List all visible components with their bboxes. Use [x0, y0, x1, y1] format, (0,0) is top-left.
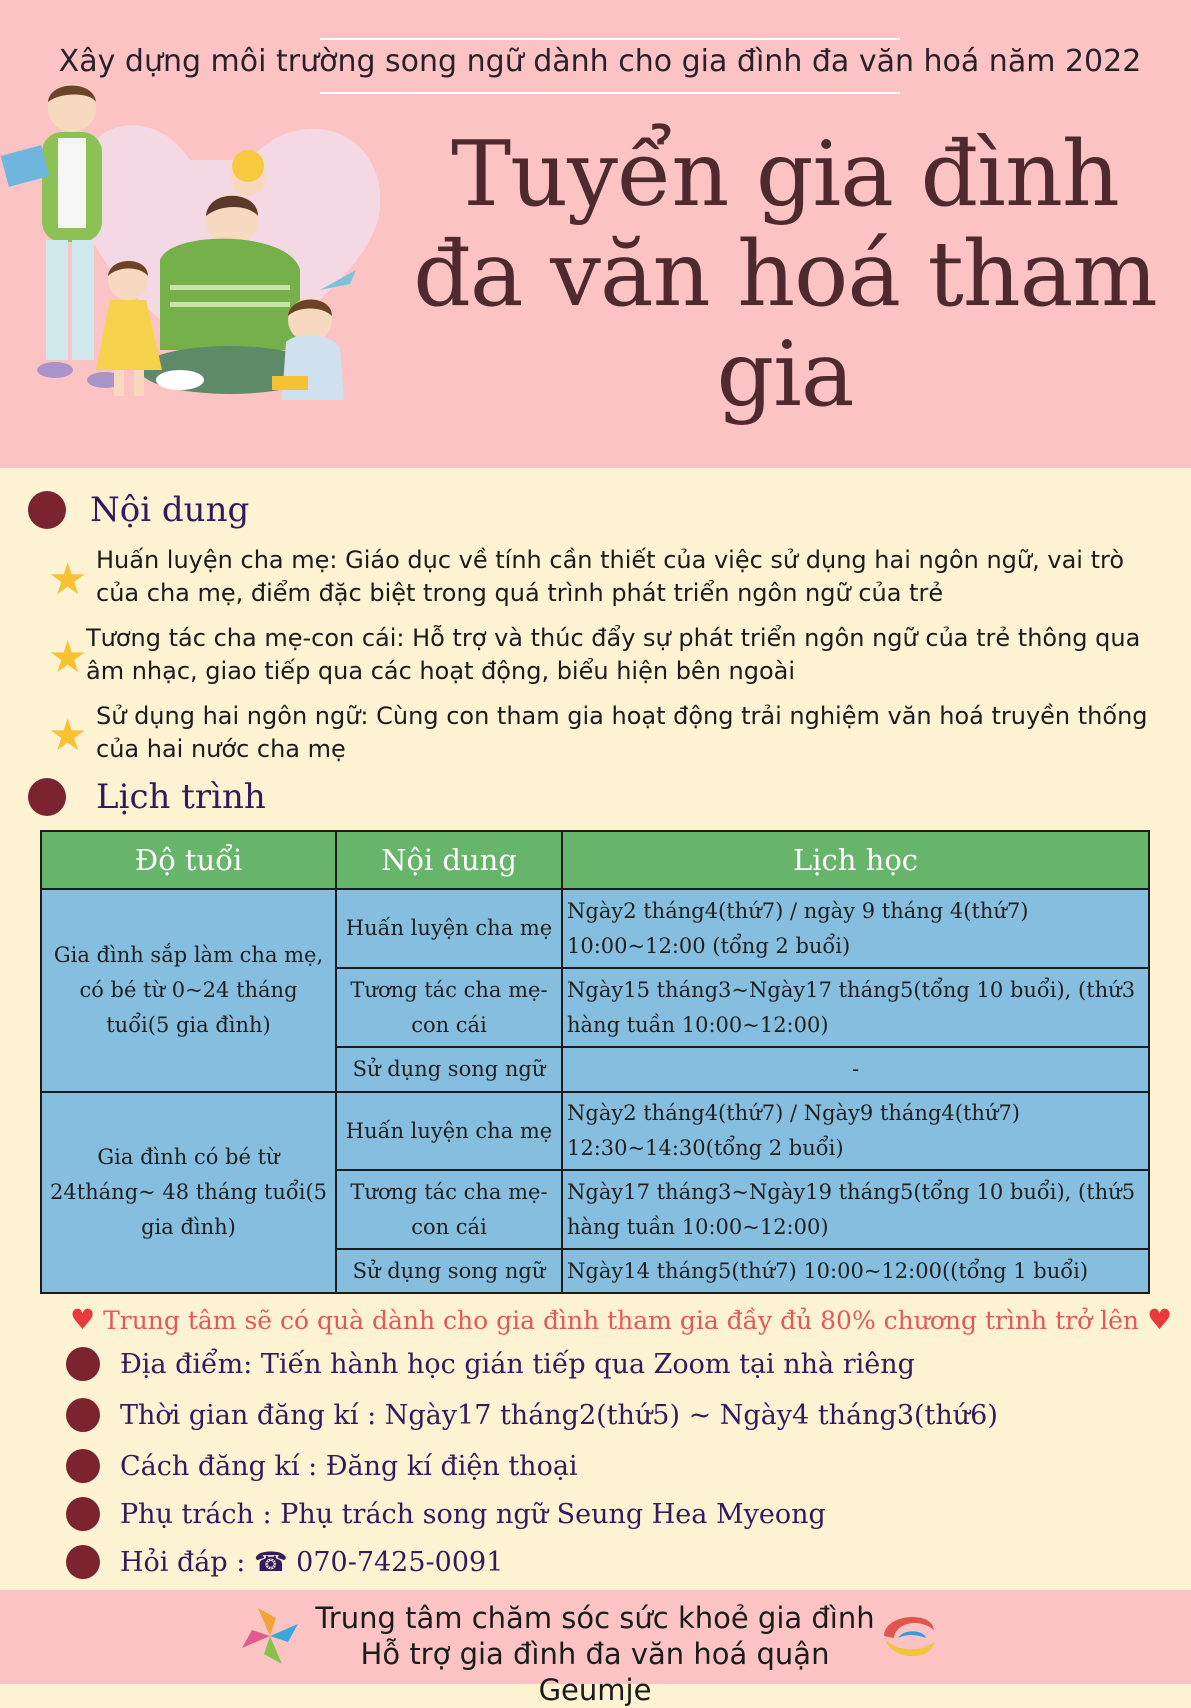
- title-line-2: đa văn hoá tham gia: [413, 222, 1157, 427]
- info-contact-person: [66, 1497, 826, 1531]
- reward-notice: [70, 1303, 1173, 1336]
- content-cell: Huấn luyện cha mẹ: [336, 889, 562, 968]
- bullet-dot: [66, 1545, 100, 1579]
- content-cell: Tương tác cha mẹ-con cái: [336, 1170, 562, 1249]
- title-line-1: Tuyển gia đình: [451, 122, 1119, 227]
- column-header: Nội dung: [336, 831, 562, 889]
- divider-bottom: [320, 92, 900, 94]
- schedule-table: [40, 830, 1150, 1294]
- info-text: Thời gian đăng kí : Ngày17 tháng2(thứ5) ~ Ngày4 tháng3(thứ6): [120, 1399, 998, 1431]
- info-registration-method: [66, 1449, 578, 1483]
- star-icon: ★: [48, 554, 88, 605]
- heart-icon: ♥: [70, 1303, 96, 1336]
- info-registration-period: [66, 1398, 998, 1432]
- content-cell: Sử dụng song ngữ: [336, 1249, 562, 1293]
- schedule-cell: Ngày17 tháng3~Ngày19 tháng5(tổng 10 buổi), (thứ5 hàng tuần 10:00~12:00): [562, 1170, 1149, 1249]
- list-item-text: Sử dụng hai ngôn ngữ: Cùng con tham gia hoạt động trải nghiệm văn hoá truyền thống của hai nước cha mẹ: [96, 702, 1148, 763]
- age-cell: Gia đình có bé từ 24tháng~ 48 tháng tuổi(5 gia đình): [41, 1092, 336, 1293]
- bullet-dot: [66, 1398, 100, 1432]
- schedule-cell: Ngày2 tháng4(thứ7) / ngày 9 tháng 4(thứ7) 10:00~12:00 (tổng 2 buổi): [562, 889, 1149, 968]
- list-item-text: Huấn luyện cha mẹ: Giáo dục về tính cần thiết của việc sử dụng hai ngôn ngữ, vai trò của cha mẹ, điểm đặc biệt trong quá trình phát triển ngôn ngữ của trẻ: [96, 546, 1125, 607]
- schedule-cell: Ngày14 tháng5(thứ7) 10:00~12:00((tổng 1 buổi): [562, 1249, 1149, 1293]
- info-text: Hỏi đáp : ☎ 070-7425-0091: [120, 1546, 504, 1578]
- info-text: Địa điểm: Tiến hành học gián tiếp qua Zoom tại nhà riêng: [120, 1348, 915, 1380]
- info-location: [66, 1347, 915, 1381]
- heart-icon: ♥: [1146, 1303, 1173, 1336]
- info-text: Cách đăng kí : Đăng kí điện thoại: [120, 1450, 578, 1482]
- content-heading: Nội dung: [90, 490, 250, 530]
- info-inquiry: [66, 1545, 503, 1579]
- bullet-dot: [66, 1497, 100, 1531]
- list-item: [48, 700, 1168, 766]
- column-header: Lịch học: [562, 831, 1149, 889]
- bullet-dot: [28, 491, 66, 529]
- content-cell: Sử dụng song ngữ: [336, 1047, 562, 1092]
- content-section-heading: [28, 490, 249, 530]
- notice-text: Trung tâm sẽ có quà dành cho gia đình tham gia đầy đủ 80% chương trình trở lên: [103, 1306, 1139, 1335]
- footer-text: [300, 1600, 890, 1708]
- center-logo-icon: [238, 1604, 302, 1668]
- footer: [0, 1590, 1191, 1707]
- content-list: [48, 544, 1168, 778]
- header: [0, 0, 1191, 468]
- star-icon: ★: [48, 710, 88, 761]
- table-row: [41, 889, 1149, 968]
- content-cell: Tương tác cha mẹ-con cái: [336, 968, 562, 1047]
- bullet-dot: [66, 1347, 100, 1381]
- column-header: Độ tuổi: [41, 831, 336, 889]
- list-item: [48, 622, 1168, 688]
- schedule-cell: Ngày15 tháng3~Ngày17 tháng5(tổng 10 buổi), (thứ3 hàng tuần 10:00~12:00): [562, 968, 1149, 1047]
- page-title: [390, 122, 1180, 427]
- bullet-dot: [66, 1449, 100, 1483]
- star-icon: ★: [48, 632, 88, 683]
- bullet-dot: [28, 778, 66, 816]
- schedule-cell: Ngày2 tháng4(thứ7) / Ngày9 tháng4(thứ7) 12:30~14:30(tổng 2 buổi): [562, 1092, 1149, 1170]
- list-item: [48, 544, 1168, 610]
- content-cell: Huấn luyện cha mẹ: [336, 1092, 562, 1170]
- info-text: Phụ trách : Phụ trách song ngữ Seung Hea Myeong: [120, 1498, 826, 1530]
- list-item-text: Tương tác cha mẹ-con cái: Hỗ trợ và thúc đẩy sự phát triển ngôn ngữ của trẻ thông qua âm nhạc, giao tiếp qua các hoạt động, biểu hiện bên ngoài: [86, 624, 1141, 685]
- schedule-heading: Lịch trình: [96, 777, 266, 817]
- footer-line-1: Trung tâm chăm sóc sức khoẻ gia đình: [315, 1601, 875, 1635]
- subtitle: Xây dựng môi trường song ngữ dành cho gia đình đa văn hoá năm 2022: [58, 44, 1142, 79]
- geumje-logo-icon: [876, 1606, 940, 1666]
- schedule-cell: -: [562, 1047, 1149, 1092]
- age-cell: Gia đình sắp làm cha mẹ, có bé từ 0~24 tháng tuổi(5 gia đình): [41, 889, 336, 1092]
- family-illustration: [0, 80, 380, 450]
- table-header-row: [41, 831, 1149, 889]
- table-row: [41, 1092, 1149, 1170]
- footer-line-2: Hỗ trợ gia đình đa văn hoá quận Geumje: [360, 1637, 830, 1707]
- divider-top: [320, 38, 900, 40]
- schedule-section-heading: [28, 777, 266, 817]
